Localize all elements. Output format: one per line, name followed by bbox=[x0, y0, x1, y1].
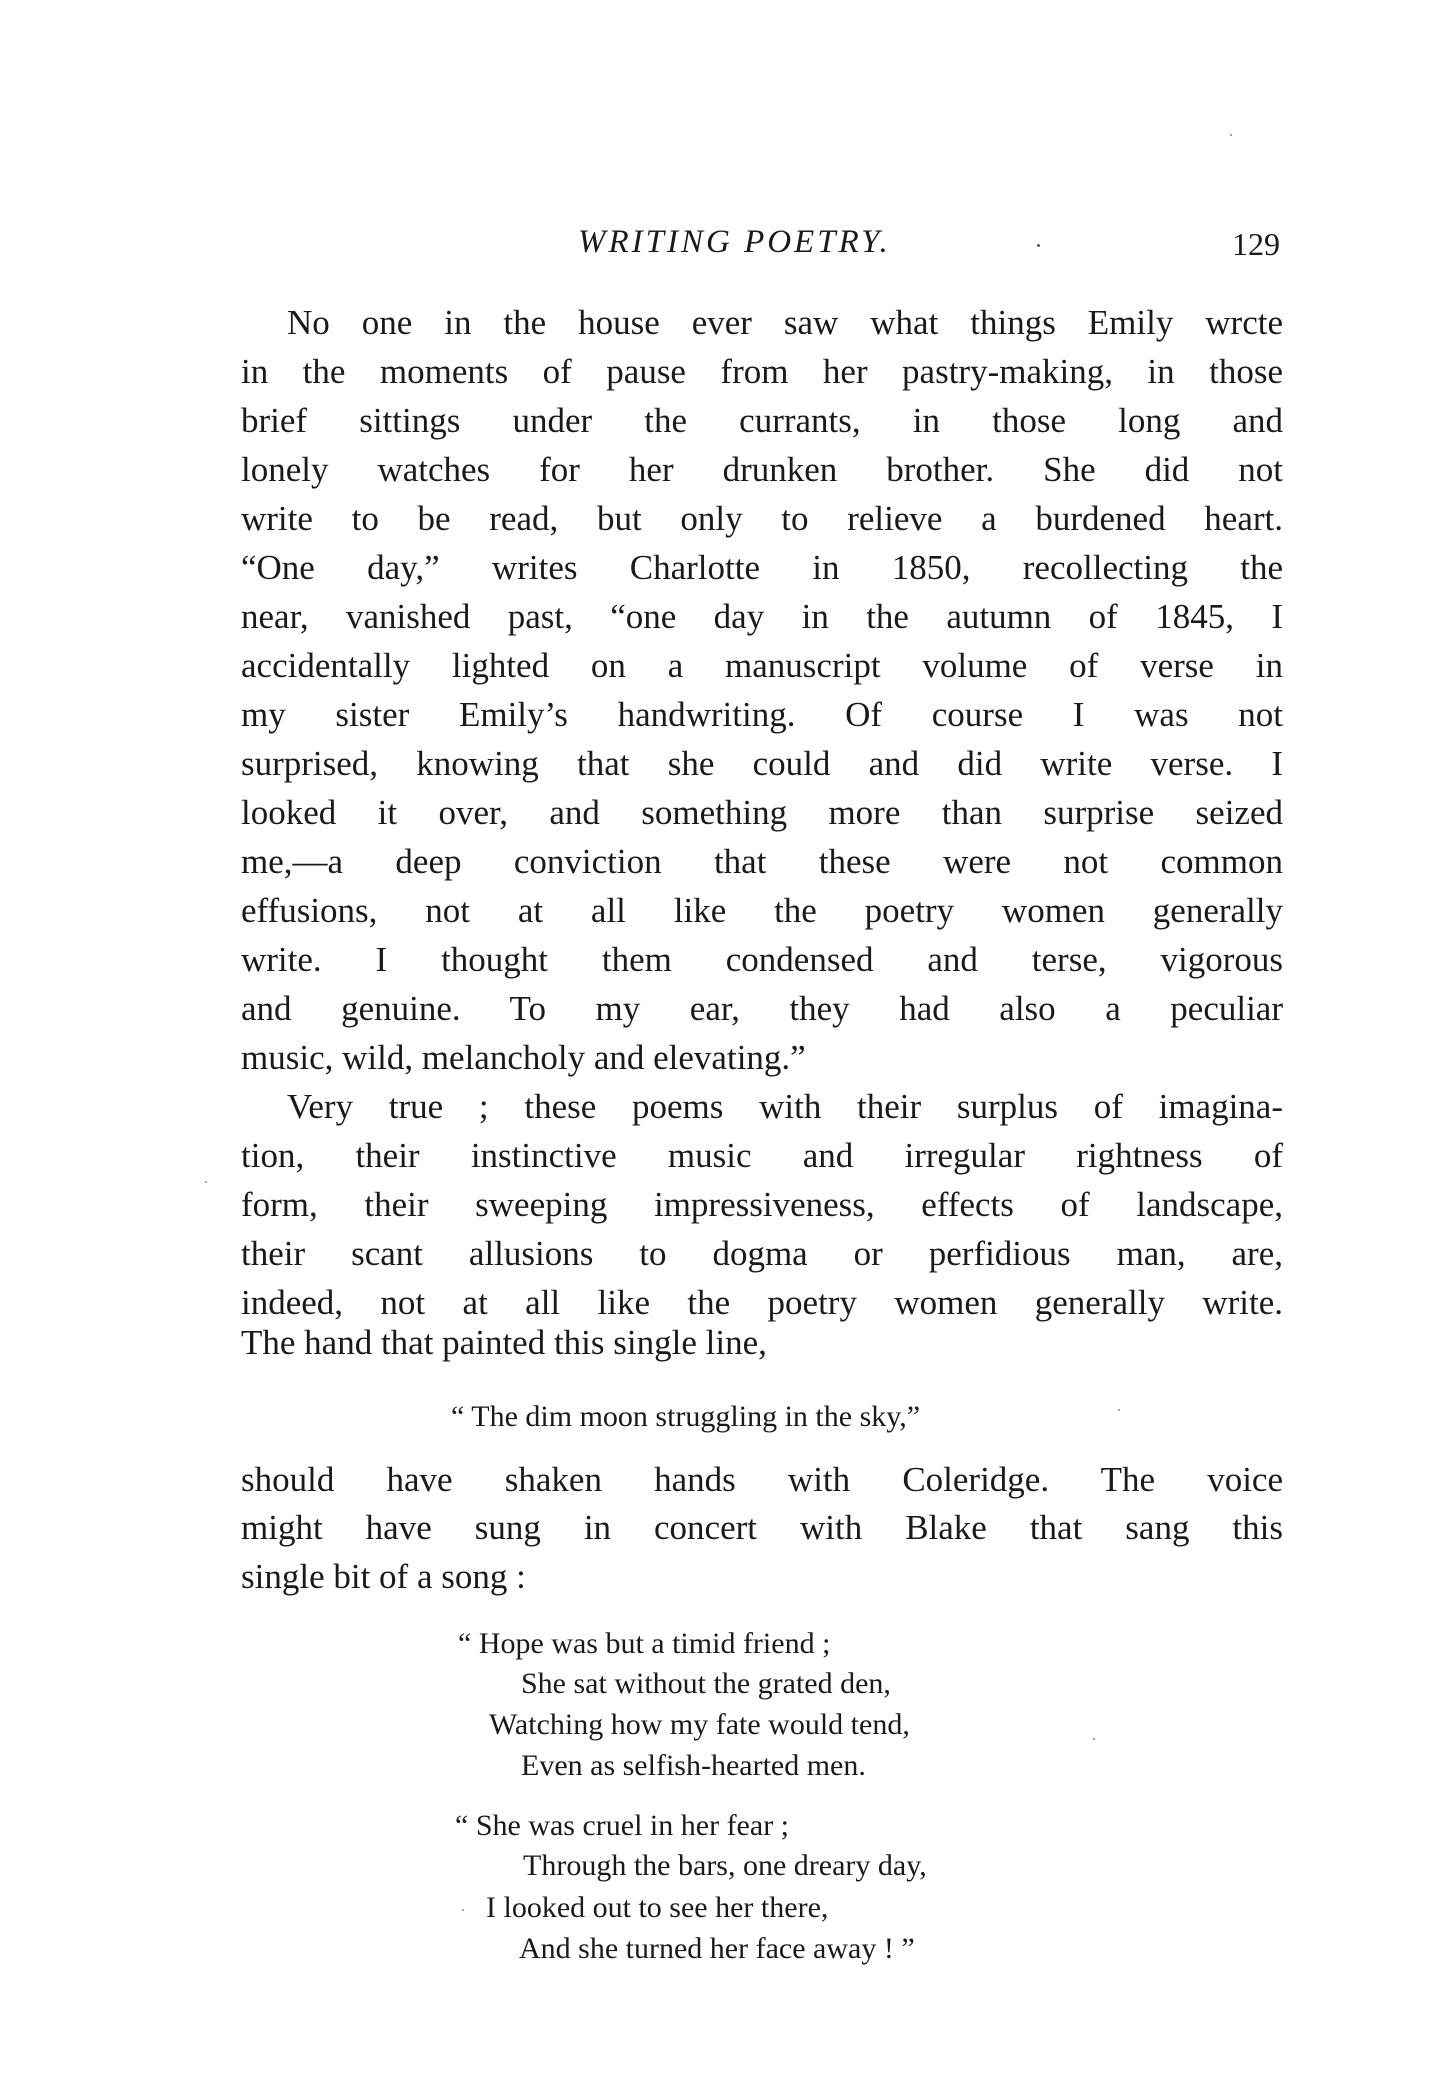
scan-speck bbox=[205, 1181, 207, 1183]
text-line: should have shaken hands with Coleridge. The voice bbox=[241, 1460, 1283, 1499]
text-line: write to be read, but only to relieve a burdened heart. bbox=[241, 499, 1283, 538]
text-line: their scant allusions to dogma or perfidious man, are, bbox=[241, 1234, 1283, 1273]
verse-line: And she turned her face away ! ” bbox=[519, 1932, 915, 1965]
scan-speck bbox=[462, 1909, 464, 1911]
scan-speck bbox=[1230, 134, 1232, 136]
text-line: my sister Emily’s handwriting. Of course I was not bbox=[241, 695, 1283, 734]
scan-speck bbox=[1118, 1409, 1120, 1411]
verse-line: “ She was cruel in her fear ; bbox=[455, 1809, 790, 1842]
text-line: No one in the house ever saw what things Emily wrcte bbox=[287, 303, 1283, 342]
text-line: brief sittings under the currants, in those long and bbox=[241, 401, 1283, 440]
verse-line: She sat without the grated den, bbox=[521, 1667, 891, 1700]
text-line: “One day,” writes Charlotte in 1850, recollecting the bbox=[241, 548, 1283, 587]
verse-line: Even as selfish-hearted men. bbox=[521, 1749, 866, 1782]
text-line: near, vanished past, “one day in the autumn of 1845, I bbox=[241, 597, 1283, 636]
text-line: and genuine. To my ear, they had also a peculiar bbox=[241, 989, 1283, 1028]
text-line: lonely watches for her drunken brother. She did not bbox=[241, 450, 1283, 489]
text-line: form, their sweeping impressiveness, effects of landscape, bbox=[241, 1185, 1283, 1224]
text-line: write. I thought them condensed and terse, vigorous bbox=[241, 940, 1283, 979]
text-line: accidentally lighted on a manuscript volume of verse in bbox=[241, 646, 1283, 685]
text-line: The hand that painted this single line, bbox=[241, 1323, 767, 1362]
verse-line: “ Hope was but a timid friend ; bbox=[458, 1627, 831, 1660]
text-line: tion, their instinctive music and irregular rightness of bbox=[241, 1136, 1283, 1175]
scan-speck bbox=[1037, 244, 1040, 247]
text-line: effusions, not at all like the poetry women generally bbox=[241, 891, 1283, 930]
text-line: might have sung in concert with Blake that sang this bbox=[241, 1508, 1283, 1547]
text-line: Very true ; these poems with their surplus of imagina- bbox=[287, 1087, 1283, 1126]
verse-line: Watching how my fate would tend, bbox=[489, 1708, 910, 1741]
running-title: WRITING POETRY. bbox=[578, 224, 891, 260]
text-line: music, wild, melancholy and elevating.” bbox=[241, 1038, 806, 1077]
text-line: single bit of a song : bbox=[241, 1557, 526, 1596]
text-line: surprised, knowing that she could and did write verse. I bbox=[241, 744, 1283, 783]
verse-line: I looked out to see her there, bbox=[486, 1891, 829, 1924]
text-line: me,—a deep conviction that these were not common bbox=[241, 842, 1283, 881]
text-line: in the moments of pause from her pastry-making, in those bbox=[241, 352, 1283, 391]
text-line: looked it over, and something more than surprise seized bbox=[241, 793, 1283, 832]
text-line: indeed, not at all like the poetry women generally write. bbox=[241, 1283, 1283, 1322]
scan-speck bbox=[1093, 1738, 1095, 1740]
quoted-line: “ The dim moon struggling in the sky,” bbox=[451, 1400, 921, 1433]
verse-line: Through the bars, one dreary day, bbox=[523, 1849, 927, 1882]
page-number: 129 bbox=[1232, 226, 1280, 262]
